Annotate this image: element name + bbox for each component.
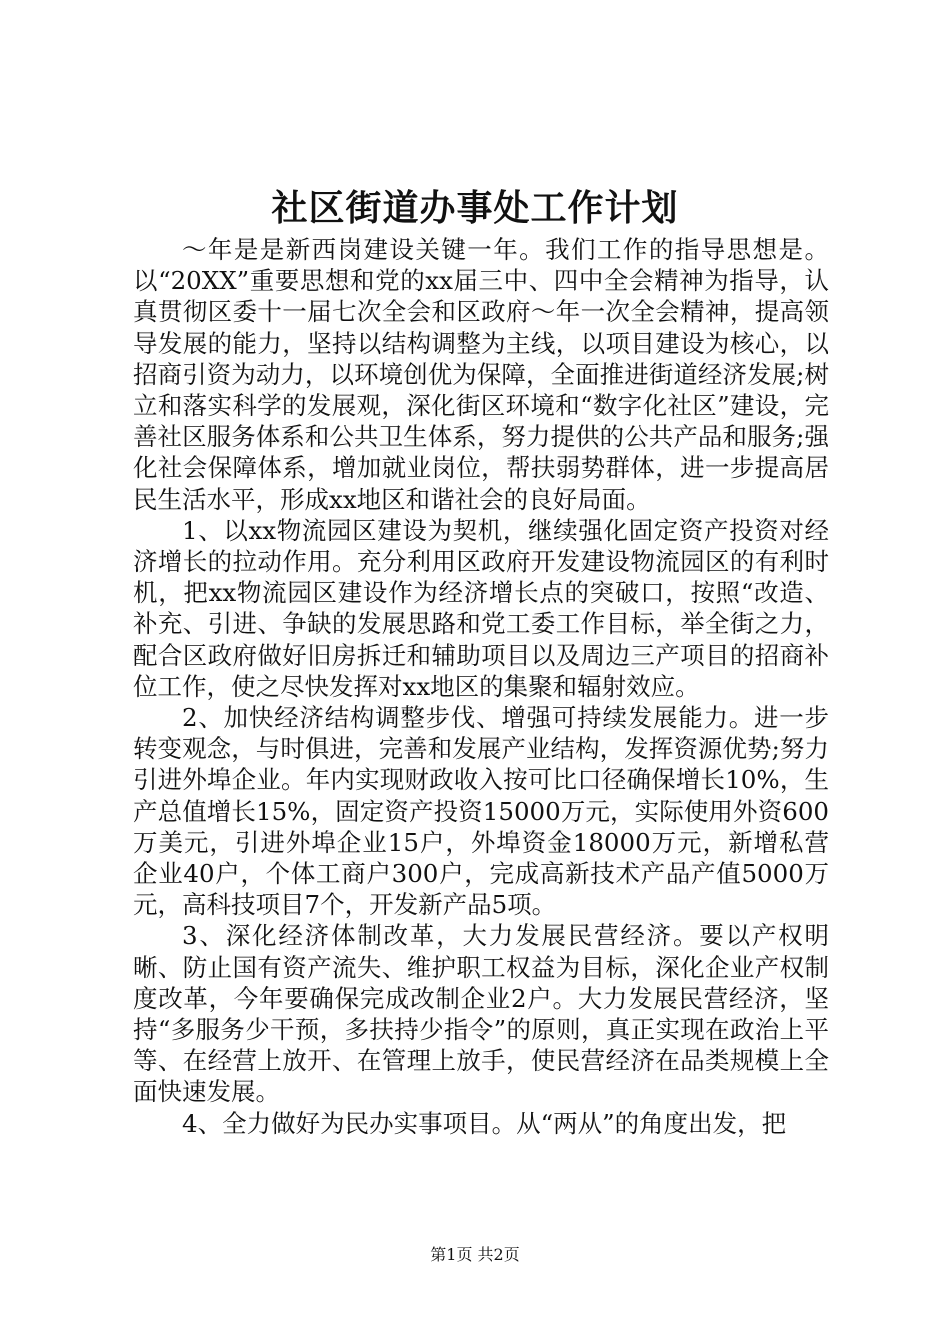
document-body <box>133 234 829 1139</box>
paragraph-item-3: 3、深化经济体制改革，大力发展民营经济。要以产权明晰、防止国有资产流失、维护职工权益为目标，深化企业产权制度改革，今年要确保完成改制企业2户。大力发展民营经济，坚持“多服务少干预，多扶持少指令”的原则，真正实现在政治上平等、在经营上放开、在管理上放手，使民营经济在品类规模上全面快速发展。 <box>133 921 829 1107</box>
page-footer: 第1页 共2页 <box>430 1245 520 1264</box>
document-title: 社区街道办事处工作计划 <box>271 187 679 229</box>
paragraph-intro: ～年是是新西岗建设关键一年。我们工作的指导思想是。以“20XX”重要思想和党的xx届三中、四中全会精神为指导，认真贯彻区委十一届七次全会和区政府～年一次全会精神，提高领导发展的能力，坚持以结构调整为主线，以项目建设为核心，以招商引资为动力，以环境创优为保障，全面推进街道经济发展;树立和落实科学的发展观，深化街区环境和“数字化社区”建设，完善社区服务体系和公共卫生体系，努力提供的公共产品和服务;强化社会保障体系，增加就业岗位，帮扶弱势群体，进一步提高居民生活水平，形成xx地区和谐社会的良好局面。 <box>133 235 829 514</box>
paragraph-item-2: 2、加快经济结构调整步伐、增强可持续发展能力。进一步转变观念，与时俱进，完善和发展产业结构，发挥资源优势;努力引进外埠企业。年内实现财政收入按可比口径确保增长10%，生产总值增长15%，固定资产投资15000万元，实际使用外资600万美元，引进外埠企业15户，外埠资金18000万元，新增私营企业40户，个体工商户300户，完成高新技术产品产值5000万元，高科技项目7个，开发新产品5项。 <box>133 703 829 920</box>
paragraph-item-1: 1、以xx物流园区建设为契机，继续强化固定资产投资对经济增长的拉动作用。充分利用区政府开发建设物流园区的有利时机，把xx物流园区建设作为经济增长点的突破口，按照“改造、补充、引进、争缺的发展思路和党工委工作目标，举全街之力，配合区政府做好旧房拆迁和辅助项目以及周边三产项目的招商补位工作，使之尽快发挥对xx地区的集聚和辐射效应。 <box>133 515 829 701</box>
paragraph-item-4: 4、全力做好为民办实事项目。从“两从”的角度出发，把 <box>182 1108 787 1138</box>
